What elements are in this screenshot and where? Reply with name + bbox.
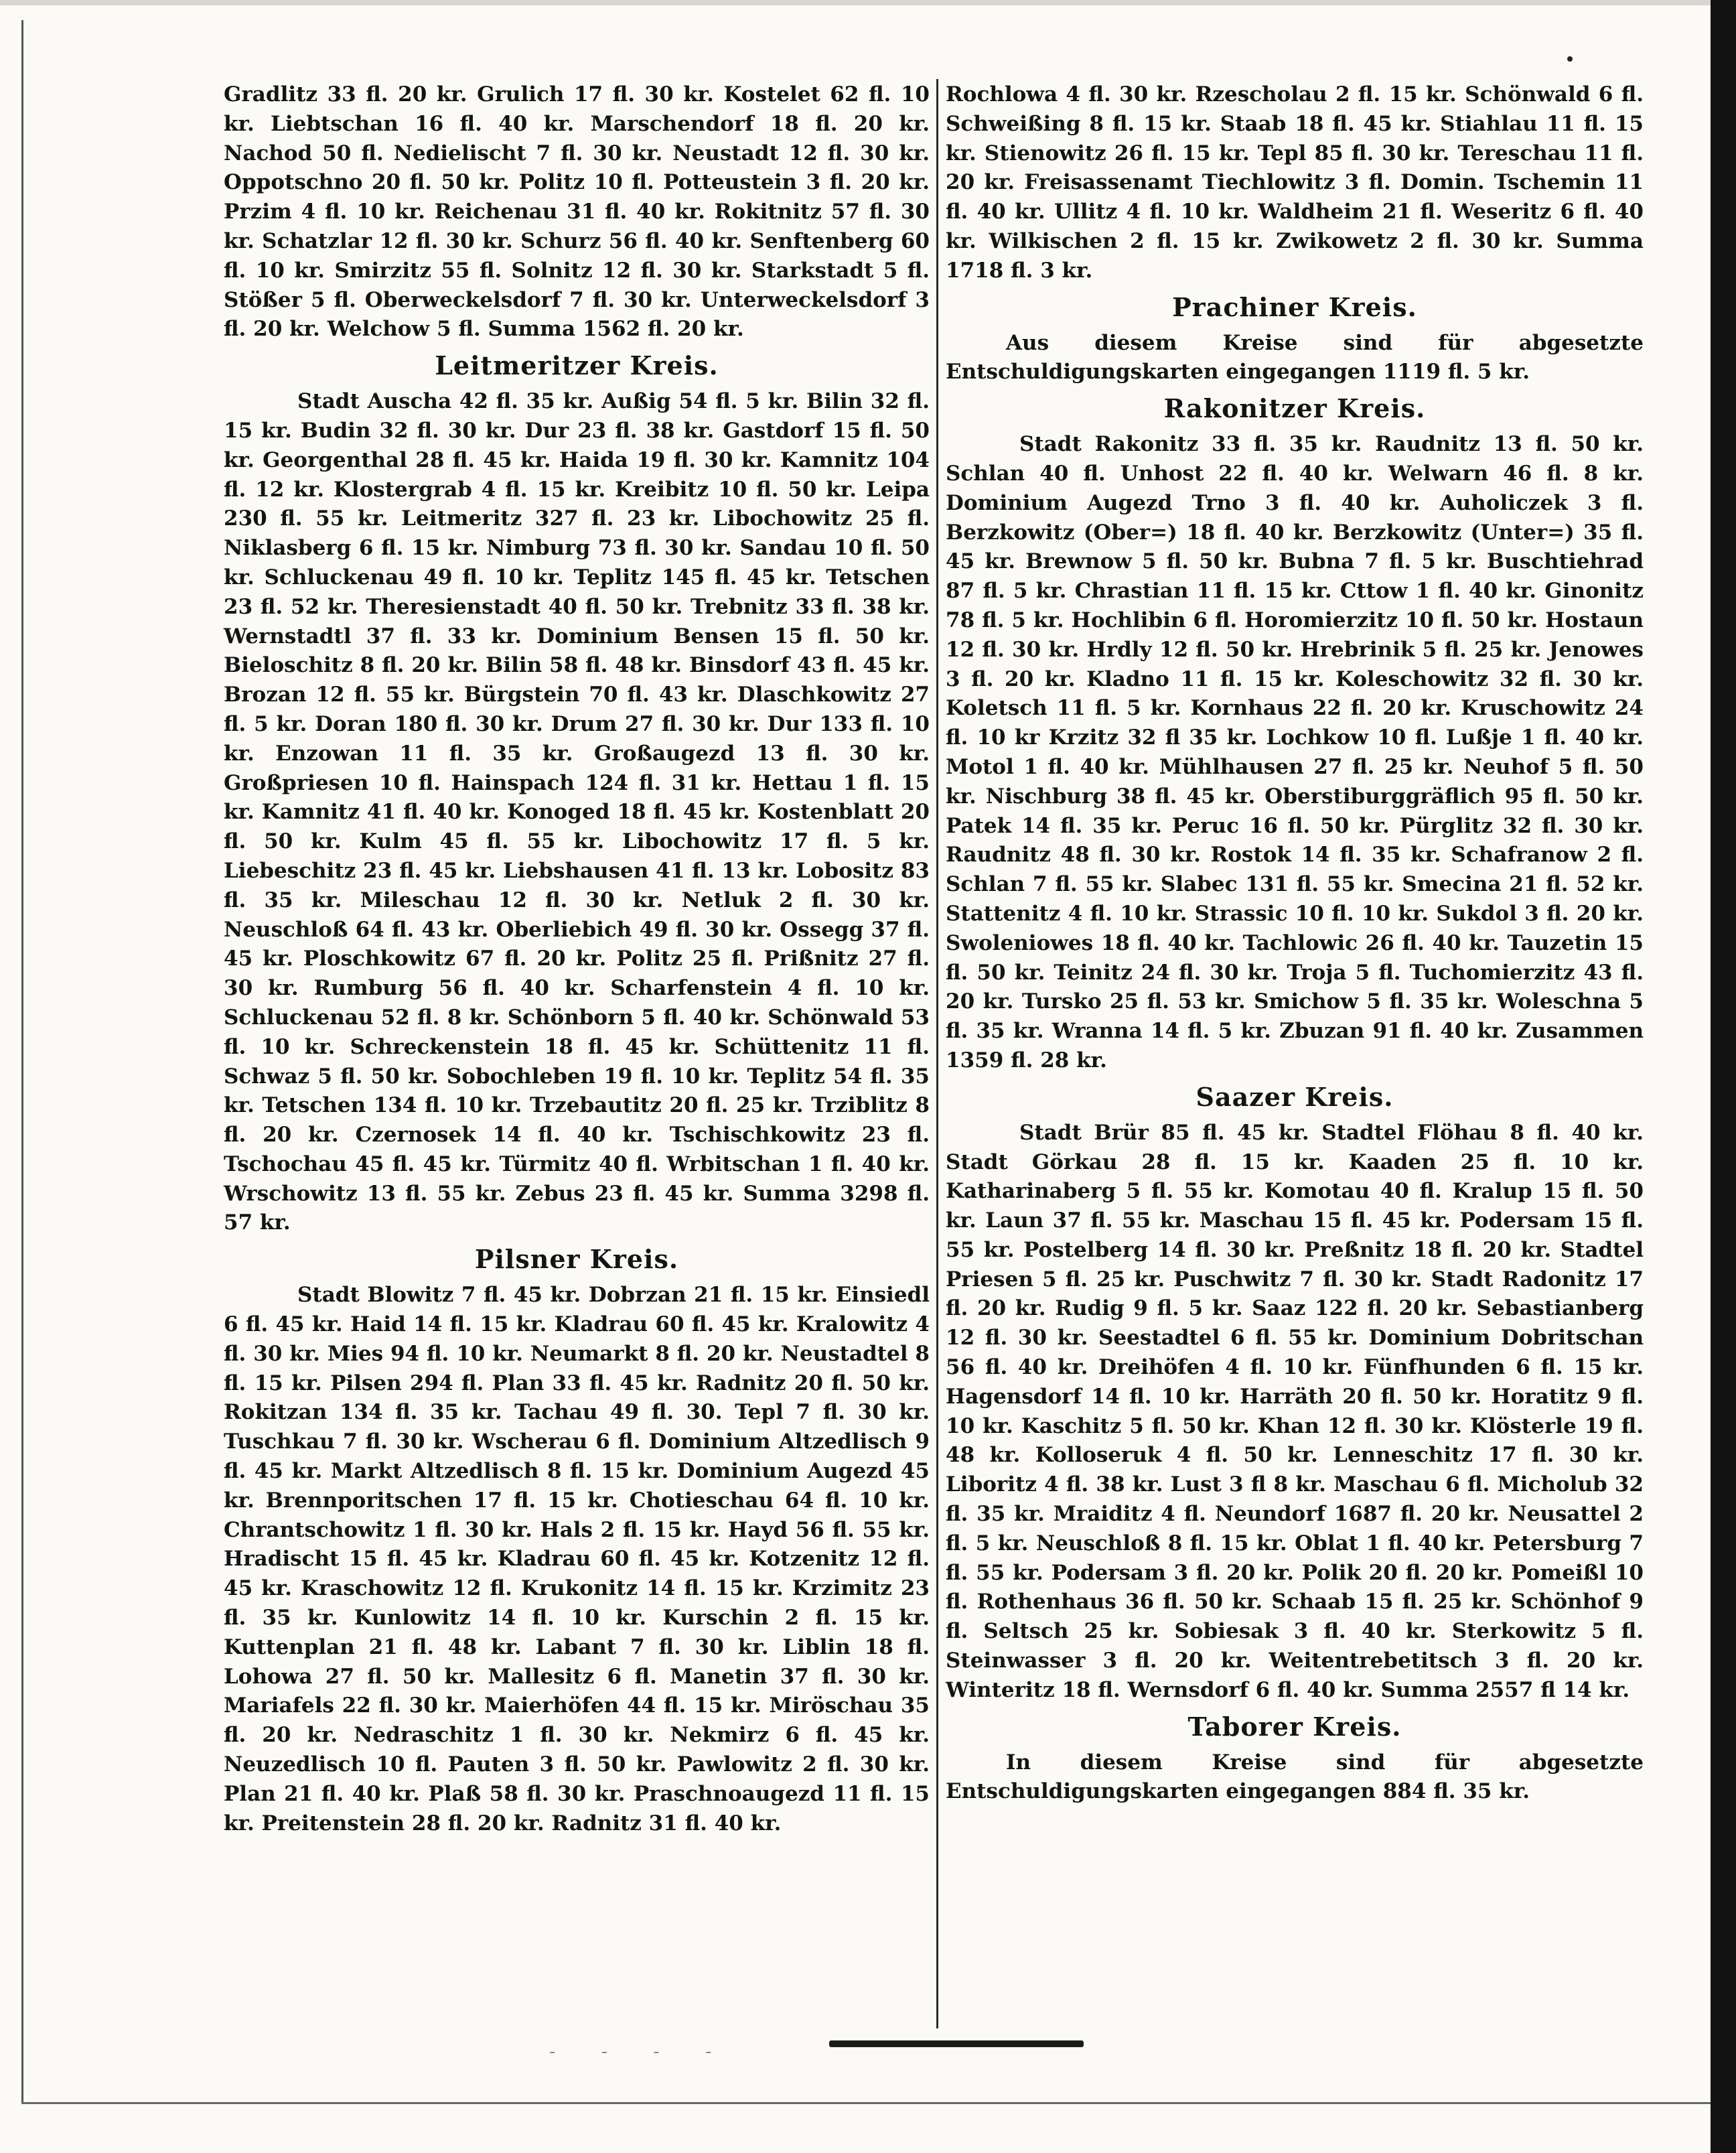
scan-edge-right: [1711, 0, 1736, 2153]
left-column: [224, 80, 930, 1838]
paragraph-tabor: In diesem Kreise sind für abgesetzte Entschuldigungskarten eingegangen 884 fl. 35 kr.: [946, 1750, 1644, 1804]
paragraph-pilsen-continued: Rochlowa 4 fl. 30 kr. Rzescholau 2 fl. 15 kr. Schönwald 6 fl. Schweißing 8 fl. 15 kr. Staab 18 fl. 45 kr. Stiahlau 11 fl. 15 kr. Stienowitz 26 fl. 15 kr. Tepl 85 fl. 30 kr. Tereschau 11 fl. 20 kr. Freisassenamt Tiechlowitz 3 fl. Domin. Tschemin 11 fl. 40 kr. Ullitz 4 fl. 10 kr. Waldheim 21 fl. Weseritz 6 fl. 40 kr. Wilkischen 2 fl. 15 kr. Zwikowetz 2 fl. 30 kr. Summa 1718 fl. 3 kr.: [946, 82, 1644, 283]
right-column: [946, 80, 1644, 1807]
scan-edge-top: [0, 0, 1711, 5]
paragraph-prachin: Aus diesem Kreise sind für abgesetzte Entschuldigungskarten eingegangen 1119 fl. 5 kr.: [946, 330, 1644, 385]
paragraph-pilsen: Stadt Blowitz 7 fl. 45 kr. Dobrzan 21 fl. 15 kr. Einsiedl 6 fl. 45 kr. Haid 14 fl. 15 kr. Kladrau 60 fl. 45 kr. Kralowitz 4 fl. 30 kr. Mies 94 fl. 10 kr. Neumarkt 8 fl. 20 kr. Neustadtel 8 fl. 15 kr. Pilsen 294 fl. Plan 33 fl. 45 kr. Radnitz 20 fl. 50 kr. Rokitzan 134 fl. 35 kr. Tachau 49 fl. 30. Tepl 7 fl. 30 kr. Tuschkau 7 fl. 30 kr. Wscherau 6 fl. Dominium Altzedlisch 9 fl. 45 kr. Markt Altzedlisch 8 fl. 15 kr. Dominium Augezd 45 kr. Brennporitschen 17 fl. 15 kr. Chotieschau 64 fl. 10 kr. Chrantschowitz 1 fl. 30 kr. Hals 2 fl. 15 kr. Hayd 56 fl. 55 kr. Hradischt 15 fl. 45 kr. Kladrau 60 fl. 45 kr. Kotzenitz 12 fl. 45 kr. Kraschowitz 12 fl. Krukonitz 14 fl. 15 kr. Krzimitz 23 fl. 35 kr. Kunlowitz 14 fl. 10 kr. Kurschin 2 fl. 15 kr. Kuttenplan 21 fl. 48 kr. Labant 7 fl. 30 kr. Liblin 18 fl. Lohowa 27 fl. 50 kr. Mallesitz 6 fl. Manetin 37 fl. 30 kr. Mariafels 22 fl. 30 kr. Maierhöfen 44 fl. 15 kr. Miröschau 35 fl. 20 kr. Nedraschitz 1 fl. 30 kr. Nekmirz 6 fl. 45 kr. Neuzedlisch 10 fl. Pauten 3 fl. 50 kr. Pawlowitz 2 fl. 30 kr. Plan 21 fl. 40 kr. Plaß 58 fl. 30 kr. Praschnoaugezd 11 fl. 15 kr. Preitenstein 28 fl. 20 kr. Radnitz 31 fl. 40 kr.: [224, 1283, 930, 1835]
footer-ink-stroke: [829, 2040, 1084, 2047]
paragraph-saaz: Stadt Brür 85 fl. 45 kr. Stadtel Flöhau 8 fl. 40 kr. Stadt Görkau 28 fl. 15 kr. Kaaden 25 fl. 10 kr. Katharinaberg 5 fl. 55 kr. Komotau 40 fl. Kralup 15 fl. 50 kr. Laun 37 fl. 55 kr. Maschau 15 fl. 45 kr. Podersam 15 fl. 55 kr. Postelberg 14 fl. 30 kr. Preßnitz 18 fl. 20 kr. Stadtel Priesen 5 fl. 25 kr. Puschwitz 7 fl. 30 kr. Stadt Radonitz 17 fl. 20 kr. Rudig 9 fl. 5 kr. Saaz 122 fl. 20 kr. Sebastianberg 12 fl. 30 kr. Seestadtel 6 fl. 55 kr. Dominium Dobritschan 56 fl. 40 kr. Dreihöfen 4 fl. 10 kr. Fünfhunden 6 fl. 15 kr. Hagensdorf 14 fl. 10 kr. Harräth 20 fl. 50 kr. Horatitz 9 fl. 10 kr. Kaschitz 5 fl. 50 kr. Khan 12 fl. 30 kr. Klösterle 19 fl. 48 kr. Kolloseruk 4 fl. 50 kr. Lenneschitz 17 fl. 30 kr. Liboritz 4 fl. 38 kr. Lust 3 fl 8 kr. Maschau 6 fl. Micholub 32 fl. 35 kr. Mraiditz 4 fl. Neundorf 1687 fl. 20 kr. Neusattel 2 fl. 5 kr. Neuschloß 8 fl. 15 kr. Oblat 1 fl. 40 kr. Petersburg 7 fl. 55 kr. Podersam 3 fl. 20 kr. Polik 20 fl. 20 kr. Pomeißl 10 fl. Rothenhaus 36 fl. 50 kr. Schaab 15 fl. 25 kr. Schönhof 9 fl. Seltsch 25 kr. Sobiesak 3 fl. 40 kr. Sterkowitz 5 fl. Steinwasser 3 fl. 20 kr. Weitentrebetitsch 3 fl. 20 kr. Winteritz 18 fl. Wernsdorf 6 fl. 40 kr. Summa 2557 fl 14 kr.: [946, 1120, 1644, 1702]
heading-tabor: Taborer Kreis.: [1187, 1711, 1402, 1742]
page-border-bottom: [21, 2102, 1711, 2104]
heading-pilsen: Pilsner Kreis.: [474, 1244, 679, 1275]
heading-rakonitz: Rakonitzer Kreis.: [1163, 393, 1426, 424]
paragraph-koeniggraetz-end: Gradlitz 33 fl. 20 kr. Grulich 17 fl. 30 kr. Kostelet 62 fl. 10 kr. Liebtschan 16 fl. 40 kr. Marschendorf 18 fl. 20 kr. Nachod 50 fl. Nedielischt 7 fl. 30 kr. Neustadt 12 fl. 30 kr. Oppotschno 20 fl. 50 kr. Politz 10 fl. Potteustein 3 fl. 20 kr. Przim 4 fl. 10 kr. Reichenau 31 fl. 40 kr. Rokitnitz 57 fl. 30 kr. Schatzlar 12 fl. 30 kr. Schurz 56 fl. 40 kr. Senftenberg 60 fl. 10 kr. Smirzitz 55 fl. Solnitz 12 fl. 30 kr. Starkstadt 5 fl. Stößer 5 fl. Oberweckelsdorf 7 fl. 30 kr. Unterweckelsdorf 3 fl. 20 kr. Welchow 5 fl. Summa 1562 fl. 20 kr.: [224, 82, 930, 342]
column-divider: [936, 79, 938, 2028]
heading-leitmeritz: Leitmeritzer Kreis.: [435, 350, 719, 381]
paragraph-rakonitz: Stadt Rakonitz 33 fl. 35 kr. Raudnitz 13 fl. 50 kr. Schlan 40 fl. Unhost 22 fl. 40 kr. Welwarn 46 fl. 8 kr. Dominium Augezd Trno 3 fl. 40 kr. Auholiczek 3 fl. Berzkowitz (Ober=) 18 fl. 40 kr. Berzkowitz (Unter=) 35 fl. 45 kr. Brewnow 5 fl. 50 kr. Bubna 7 fl. 5 kr. Buschtiehrad 87 fl. 5 kr. Chrastian 11 fl. 15 kr. Cttow 1 fl. 40 kr. Ginonitz 78 fl. 5 kr. Hochlibin 6 fl. Horomierzitz 10 fl. 50 kr. Hostaun 12 fl. 30 kr. Hrdly 12 fl. 50 kr. Hrebrinik 5 fl. 25 kr. Jenowes 3 fl. 20 kr. Kladno 11 fl. 15 kr. Koleschowitz 32 fl. 30 kr. Koletsch 11 fl. 5 kr. Kornhaus 22 fl. 20 kr. Kruschowitz 24 fl. 10 kr Krzitz 32 fl 35 kr. Lochkow 10 fl. Lußje 1 fl. 40 kr. Motol 1 fl. 40 kr. Mühlhausen 27 fl. 25 kr. Neuhof 5 fl. 50 kr. Nischburg 38 fl. 45 kr. Oberstiburggräflich 95 fl. 50 kr. Patek 14 fl. 35 kr. Peruc 16 fl. 50 kr. Pürglitz 32 fl. 30 kr. Raudnitz 48 fl. 30 kr. Rostok 14 fl. 35 kr. Schafranow 2 fl. Schlan 7 fl. 55 kr. Slabec 131 fl. 55 kr. Smecina 21 fl. 52 kr. Stattenitz 4 fl. 10 kr. Strassic 10 fl. 10 kr. Sukdol 3 fl. 20 kr. Swoleniowes 18 fl. 40 kr. Tachlowic 26 fl. 40 kr. Tauzetin 15 fl. 50 kr. Teinitz 24 fl. 30 kr. Troja 5 fl. Tuchomierzitz 43 fl. 20 kr. Tursko 25 fl. 53 kr. Smichow 5 fl. 35 kr. Woleschna 5 fl. 35 kr. Wranna 14 fl. 5 kr. Zbuzan 91 fl. 40 kr. Zusammen 1359 fl. 28 kr.: [946, 432, 1644, 1072]
page-border-left: [21, 20, 23, 2103]
paragraph-leitmeritz: Stadt Auscha 42 fl. 35 kr. Außig 54 fl. 5 kr. Bilin 32 fl. 15 kr. Budin 32 fl. 30 kr. Dur 23 fl. 38 kr. Gastdorf 15 fl. 50 kr. Georgenthal 28 fl. 45 kr. Haida 19 fl. 30 kr. Kamnitz 104 fl. 12 kr. Klostergrab 4 fl. 15 kr. Kreibitz 10 fl. 50 kr. Leipa 230 fl. 55 kr. Leitmeritz 327 fl. 23 kr. Libochowitz 25 fl. Niklasberg 6 fl. 15 kr. Nimburg 73 fl. 30 kr. Sandau 10 fl. 50 kr. Schluckenau 49 fl. 10 kr. Teplitz 145 fl. 45 kr. Tetschen 23 fl. 52 kr. Theresienstadt 40 fl. 50 kr. Trebnitz 33 fl. 38 kr. Wernstadtl 37 fl. 33 kr. Dominium Bensen 15 fl. 50 kr. Bieloschitz 8 fl. 20 kr. Bilin 58 fl. 48 kr. Binsdorf 43 fl. 45 kr. Brozan 12 fl. 55 kr. Bürgstein 70 fl. 43 kr. Dlaschkowitz 27 fl. 5 kr. Doran 180 fl. 30 kr. Drum 27 fl. 30 kr. Dur 133 fl. 10 kr. Enzowan 11 fl. 35 kr. Großaugezd 13 fl. 30 kr. Großpriesen 10 fl. Hainspach 124 fl. 31 kr. Hettau 1 fl. 15 kr. Kamnitz 41 fl. 40 kr. Konoged 18 fl. 45 kr. Kostenblatt 20 fl. 50 kr. Kulm 45 fl. 55 kr. Libochowitz 17 fl. 5 kr. Liebeschitz 23 fl. 45 kr. Liebshausen 41 fl. 13 kr. Lobositz 83 fl. 35 kr. Mileschau 12 fl. 30 kr. Netluk 2 fl. 30 kr. Neuschloß 64 fl. 43 kr. Oberliebich 49 fl. 30 kr. Ossegg 37 fl. 45 kr. Ploschkowitz 67 fl. 20 kr. Politz 25 fl. Prißnitz 27 fl. 30 kr. Rumburg 56 fl. 40 kr. Scharfenstein 4 fl. 10 kr. Schluckenau 52 fl. 8 kr. Schönborn 5 fl. 40 kr. Schönwald 53 fl. 10 kr. Schreckenstein 18 fl. 45 kr. Schüttenitz 11 fl. Schwaz 5 fl. 50 kr. Sobochleben 19 fl. 10 kr. Teplitz 54 fl. 35 kr. Tetschen 134 fl. 10 kr. Trzebautitz 20 fl. 25 kr. Trziblitz 8 fl. 20 kr. Czernosek 14 fl. 40 kr. Tschischkowitz 23 fl. Tschochau 45 fl. 45 kr. Türmitz 40 fl. Wrbitschan 1 fl. 40 kr. Wrschowitz 13 fl. 55 kr. Zebus 23 fl. 45 kr. Summa 3298 fl. 57 kr.: [224, 389, 930, 1235]
ink-dot: [1567, 56, 1573, 62]
footer-dots: - - - -: [549, 2042, 732, 2062]
heading-prachin: Prachiner Kreis.: [1172, 291, 1417, 322]
heading-saaz: Saazer Kreis.: [1196, 1081, 1394, 1112]
